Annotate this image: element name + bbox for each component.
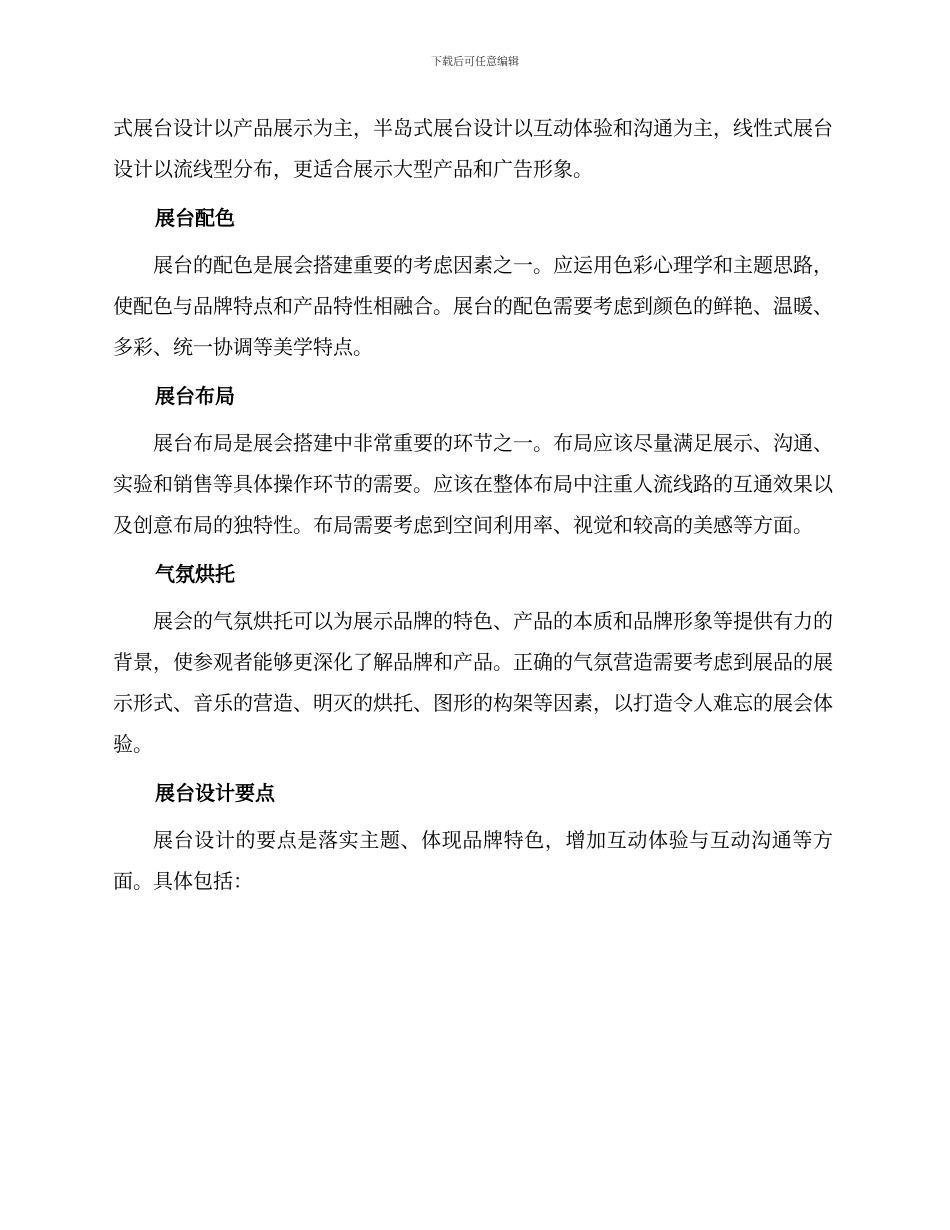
paragraph-atmosphere — [113, 601, 833, 765]
page-header: 下载后可任意编辑 — [431, 55, 519, 68]
section-heading-booth-color: 展台配色 — [155, 206, 235, 230]
paragraph-continued — [113, 108, 833, 190]
body-paragraph: 式展台设计以产品展示为主，半岛式展台设计以互动体验和沟通为主，线性式展台设计以流线型分布，更适合展示大型产品和广告形象。 — [113, 116, 833, 181]
section-heading-design-points: 展台设计要点 — [155, 781, 275, 805]
section-heading-booth-layout: 展台布局 — [155, 384, 235, 408]
section-heading-atmosphere: 气氛烘托 — [155, 562, 235, 586]
paragraph-booth-color — [113, 245, 833, 368]
body-paragraph: 展台设计的要点是落实主题、体现品牌特色，增加互动体验与互动沟通等方面。具体包括： — [113, 828, 833, 893]
paragraph-booth-layout — [113, 423, 833, 546]
body-paragraph: 展台布局是展会搭建中非常重要的环节之一。布局应该尽量满足展示、沟通、实验和销售等具体操作环节的需要。应该在整体布局中注重人流线路的互通效果以及创意布局的独特性。布局需要考虑到空间利用率、视觉和较高的美感等方面。 — [113, 431, 833, 537]
body-paragraph: 展台的配色是展会搭建重要的考虑因素之一。应运用色彩心理学和主题思路，使配色与品牌特点和产品特性相融合。展台的配色需要考虑到颜色的鲜艳、温暖、多彩、统一协调等美学特点。 — [113, 253, 833, 359]
body-paragraph: 展会的气氛烘托可以为展示品牌的特色、产品的本质和品牌形象等提供有力的背景，使参观者能够更深化了解品牌和产品。正确的气氛营造需要考虑到展品的展示形式、音乐的营造、明灭的烘托、图形的构架等因素，以打造令人难忘的展会体验。 — [113, 609, 833, 756]
paragraph-design-points — [113, 820, 833, 902]
document-body — [113, 108, 833, 908]
